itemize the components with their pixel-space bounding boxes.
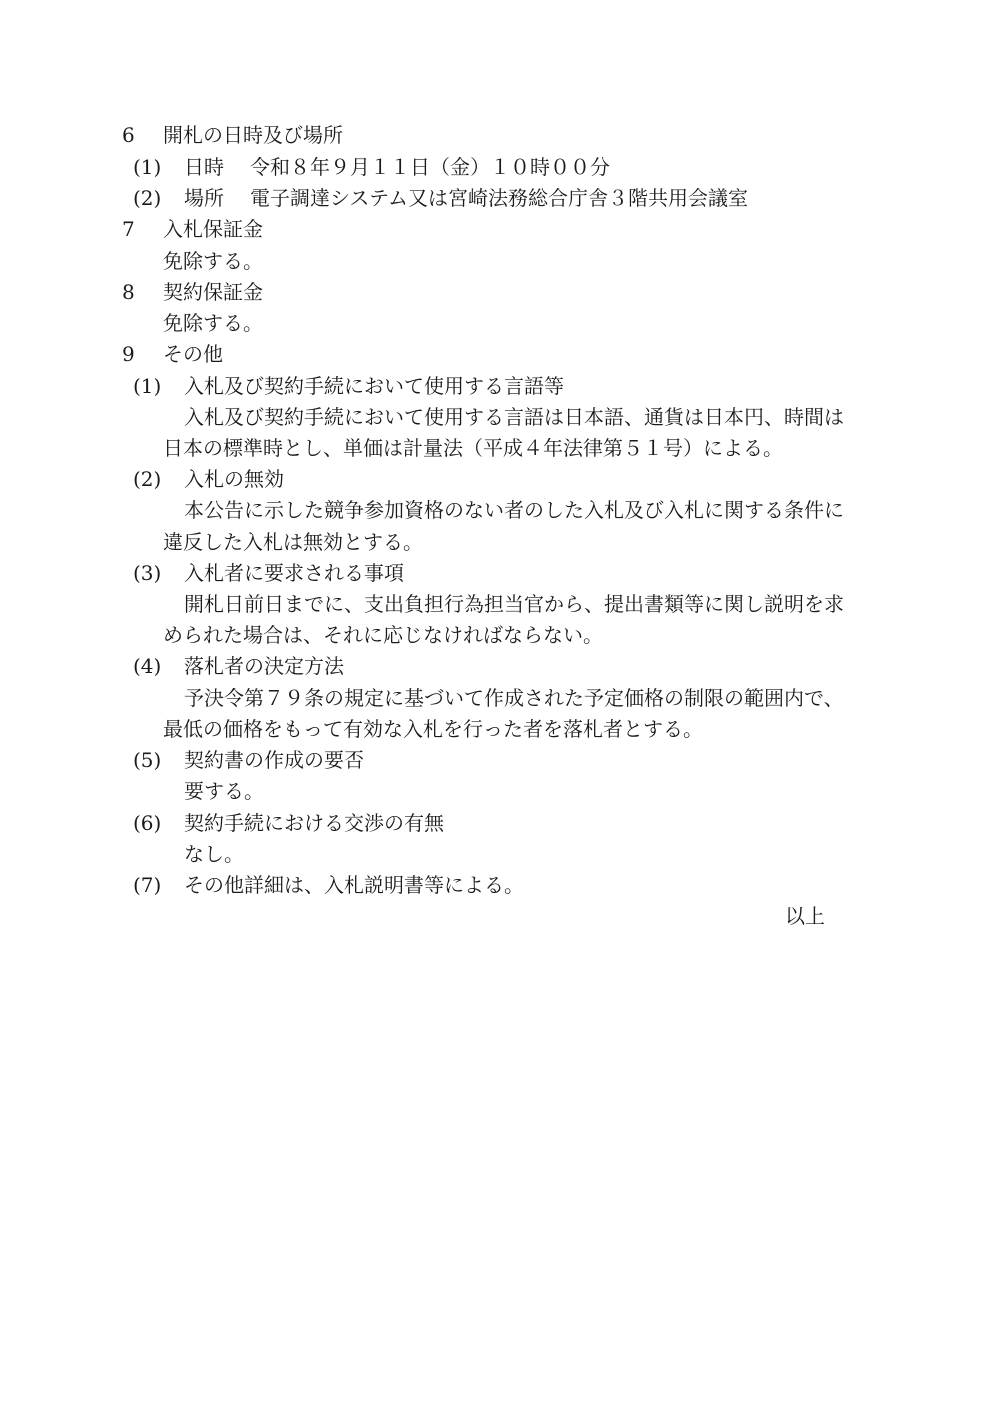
section-6-number: 6 [122, 123, 135, 147]
section-7-body: 免除する。 [163, 249, 263, 273]
section-9-item-6-title: 契約手続における交渉の有無 [184, 811, 444, 835]
section-9-item-2-body-line-1: 本公告に示した競争参加資格のない者のした入札及び入札に関する条件に [184, 498, 844, 522]
section-9-item-1-title: 入札及び契約手続において使用する言語等 [184, 374, 564, 398]
section-9-item-7-number: (7) [133, 873, 162, 897]
section-9-item-3-title: 入札者に要求される事項 [184, 561, 404, 585]
section-9-item-3-number: (3) [133, 561, 162, 585]
section-9-item-3-body-line-1: 開札日前日までに、支出負担行為担当官から、提出書類等に関し説明を求 [184, 592, 844, 616]
section-9-item-4-number: (4) [133, 654, 162, 678]
section-6-item-1-text: 令和８年９月１１日（金）１０時００分 [250, 155, 610, 179]
section-9-item-6-number: (6) [133, 811, 162, 835]
section-6-item-2-label: 場所 [184, 186, 224, 210]
section-7-title: 入札保証金 [163, 217, 263, 241]
section-6-title: 開札の日時及び場所 [163, 123, 343, 147]
section-9-item-6-body: なし。 [184, 842, 244, 866]
section-8-title: 契約保証金 [163, 280, 263, 304]
section-9-item-2-number: (2) [133, 467, 162, 491]
closing-text: 以上 [785, 904, 825, 928]
section-9-item-5-body: 要する。 [184, 779, 264, 803]
section-9-item-1-number: (1) [133, 374, 162, 398]
section-9-item-1-body-line-1: 入札及び契約手続において使用する言語は日本語、通貨は日本円、時間は [184, 405, 844, 429]
section-9-number: 9 [122, 342, 135, 366]
section-8-number: 8 [122, 280, 135, 304]
section-6-item-1-number: (1) [133, 155, 162, 179]
section-8-body: 免除する。 [163, 311, 263, 335]
section-9-item-2-body-line-2: 違反した入札は無効とする。 [163, 530, 423, 554]
section-9-item-2-title: 入札の無効 [184, 467, 284, 491]
section-9-item-4-body-line-1: 予決令第７９条の規定に基づいて作成された予定価格の制限の範囲内で、 [184, 686, 844, 710]
section-9-item-4-title: 落札者の決定方法 [184, 654, 344, 678]
section-9-item-3-body-line-2: められた場合は、それに応じなければならない。 [163, 623, 603, 647]
section-6-item-2-number: (2) [133, 186, 162, 210]
section-7-number: 7 [122, 217, 135, 241]
section-9-title: その他 [163, 342, 223, 366]
section-6-item-2-text: 電子調達システム又は宮崎法務総合庁舎３階共用会議室 [250, 186, 748, 210]
section-6-item-1-label: 日時 [184, 155, 224, 179]
section-9-item-5-number: (5) [133, 748, 162, 772]
section-9-item-1-body-line-2: 日本の標準時とし、単価は計量法（平成４年法律第５１号）による。 [163, 436, 783, 460]
section-9-item-7-title: その他詳細は、入札説明書等による。 [184, 873, 524, 897]
section-9-item-5-title: 契約書の作成の要否 [184, 748, 364, 772]
section-9-item-4-body-line-2: 最低の価格をもって有効な入札を行った者を落札者とする。 [163, 717, 703, 741]
